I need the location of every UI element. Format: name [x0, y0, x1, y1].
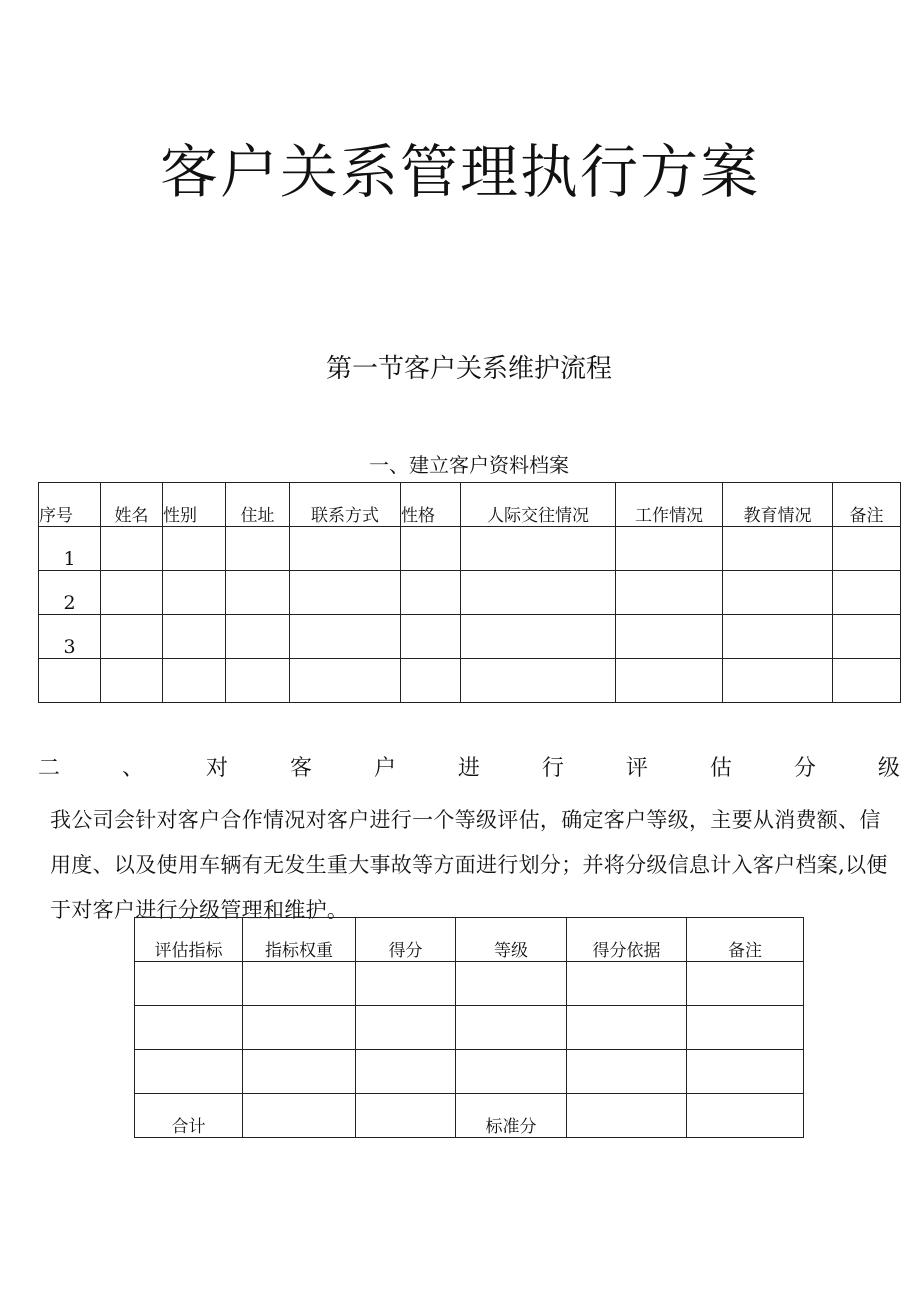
heading-char: 级 — [877, 756, 900, 781]
header-cell: 备注 — [833, 483, 901, 527]
table-header-row — [39, 483, 901, 527]
body-paragraph: 我公司会针对客户合作情况对客户进行一个等级评估，确定客户等级，主要从消费额、信用度、以及使用车辆有无发生重大事故等方面进行划分；并将分级信息计入客户档案,以便于对客户进行分级管理和维护。 — [50, 808, 888, 922]
heading-char: 二 — [38, 756, 61, 781]
row-number: 2 — [39, 571, 101, 615]
heading-char: 、 — [121, 756, 144, 781]
document-title: 客户关系管理执行方案 — [159, 138, 760, 206]
header-cell: 工作情况 — [616, 483, 723, 527]
customer-rating-table — [134, 917, 804, 1138]
header-cell: 联系方式 — [290, 483, 401, 527]
header-cell: 备注 — [687, 918, 804, 962]
table-header-row — [135, 918, 804, 962]
subsection-title-2 — [38, 755, 900, 784]
table-row — [135, 1006, 804, 1050]
header-cell: 性格 — [401, 483, 461, 527]
heading-char: 评 — [625, 756, 648, 781]
heading-char: 进 — [457, 756, 480, 781]
table-total-row — [135, 1094, 804, 1138]
header-cell: 得分依据 — [567, 918, 687, 962]
header-cell: 姓名 — [101, 483, 163, 527]
table-row — [135, 962, 804, 1006]
heading-char: 估 — [709, 756, 732, 781]
total-label: 合计 — [135, 1094, 243, 1138]
header-cell: 得分 — [356, 918, 456, 962]
header-cell: 评估指标 — [135, 918, 243, 962]
header-cell: 人际交往情况 — [461, 483, 616, 527]
row-number: 3 — [39, 615, 101, 659]
heading-char: 行 — [541, 756, 564, 781]
table-row — [39, 527, 901, 571]
header-cell: 性别 — [163, 483, 226, 527]
standard-score-label: 标准分 — [456, 1094, 567, 1138]
table-row — [39, 615, 901, 659]
header-cell: 教育情况 — [723, 483, 833, 527]
header-cell: 指标权重 — [243, 918, 356, 962]
header-cell: 等级 — [456, 918, 567, 962]
heading-char: 分 — [793, 756, 816, 781]
customer-profile-table — [38, 482, 901, 703]
table-row — [39, 659, 901, 703]
table-row — [39, 571, 901, 615]
section-title: 第一节客户关系维护流程 — [325, 354, 612, 384]
table-row — [135, 1050, 804, 1094]
row-number: 1 — [39, 527, 101, 571]
header-cell: 住址 — [226, 483, 290, 527]
header-cell: 序号 — [39, 483, 101, 527]
row-number — [39, 659, 101, 703]
heading-char: 客 — [289, 756, 312, 781]
heading-char: 户 — [373, 756, 396, 781]
subsection-title-1: 一、建立客户资料档案 — [369, 453, 569, 477]
heading-char: 对 — [205, 756, 228, 781]
